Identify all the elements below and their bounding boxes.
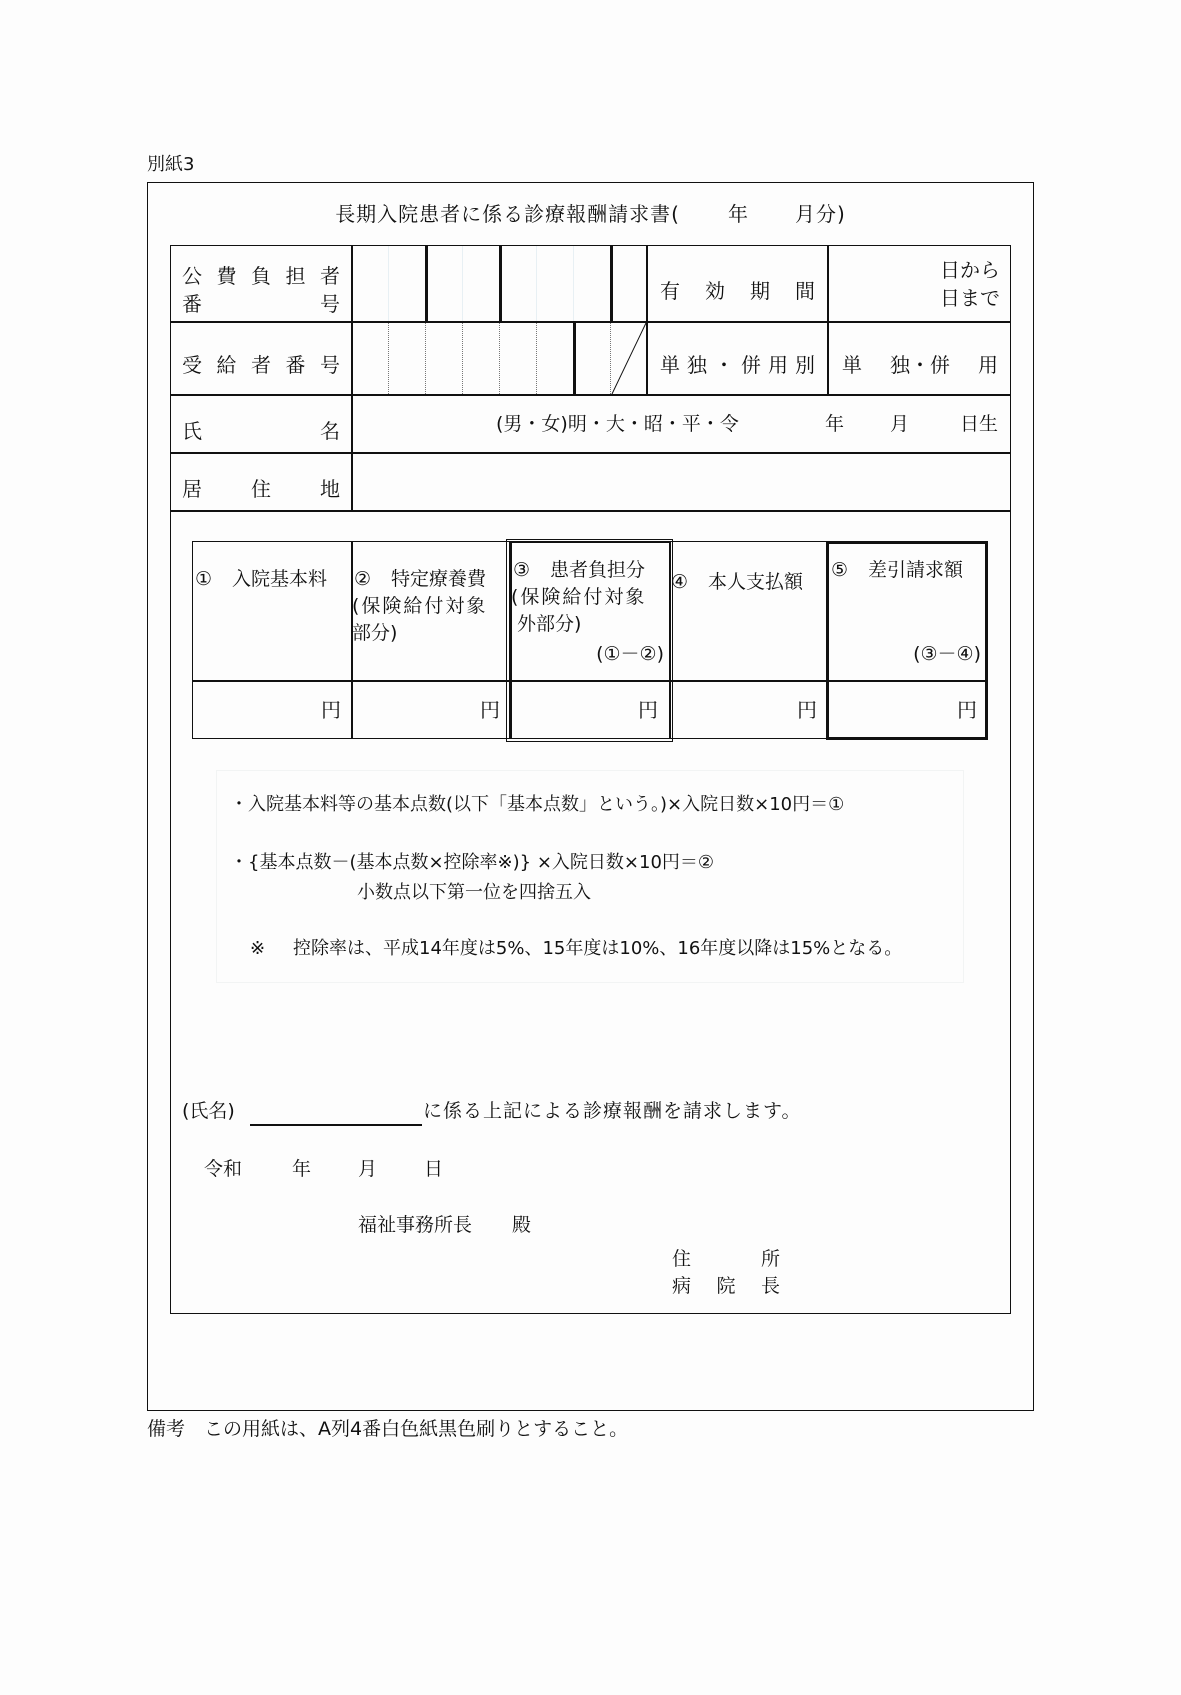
public-payer-label-line1: 公 費 負 担 者 [182,264,340,288]
amount-input-2[interactable] [351,680,510,739]
amount-input-3[interactable] [510,680,668,739]
amount-input-5[interactable] [827,680,987,739]
validity-from-text: 日から [940,258,1000,282]
single-combined-choice[interactable]: 単 独・併 用 [842,353,998,377]
hospital-director-label: 病 院 長 [672,1275,780,1297]
diagonal-slash [610,323,647,394]
hospital-address-label: 住 所 [672,1248,780,1270]
address-input[interactable] [353,454,1010,510]
birth-year-unit: 年 [825,413,845,435]
footnote-mark: ※ [250,938,266,959]
date-era: 令和 [204,1158,243,1180]
amount-header-2: ② 特定療養費 (保険給付対象 部分) [352,568,488,644]
recipient-number-label: 受 給 者 番 号 [182,353,340,377]
title-month-unit: 月分) [795,202,846,226]
name-label: 氏 名 [182,419,340,443]
validity-period-label: 有 効 期 間 [660,279,815,303]
title-main: 長期入院患者に係る診療報酬請求書( [335,202,680,226]
public-payer-number-input[interactable] [352,246,646,321]
row-divider [170,510,1011,512]
name-input[interactable] [353,396,1010,452]
yen-unit: 円 [321,698,341,722]
amount-header-3: ③ 患者負担分 (保険給付対象 外部分) (①－②) [511,559,664,665]
birth-month-unit: 月 [890,413,910,435]
address-label: 居 住 地 [182,477,340,501]
yen-unit: 円 [638,698,658,722]
amount-header-5: ⑤ 差引請求額 (③－④) [831,559,981,665]
yen-unit: 円 [797,698,817,722]
date-month-unit: 月 [358,1158,378,1180]
validity-to-text: 日まで [940,286,1000,310]
single-combined-label: 単 独 ・ 併 用 別 [660,353,815,377]
yen-unit: 円 [957,698,977,722]
appendix-label: 別紙3 [147,154,195,175]
title-year-unit: 年 [728,202,749,226]
gender-era-options[interactable]: (男・女)明・大・昭・平・令 [496,413,739,435]
birth-day-unit: 日生 [959,413,998,435]
date-year-unit: 年 [292,1158,312,1180]
request-sentence: に係る上記による診療報酬を請求します。 [423,1100,802,1122]
date-day-unit: 日 [424,1158,444,1180]
formula-line-1: ・入院基本料等の基本点数(以下「基本点数」という。)×入院日数×10円＝① [230,794,845,815]
amount-input-4[interactable] [668,680,827,739]
form-title [0,204,1181,224]
addressee: 福祉事務所長 [358,1214,473,1236]
yen-unit: 円 [480,698,500,722]
rounding-note: 小数点以下第一位を四捨五入 [357,882,591,903]
deduction-rate-footnote: 控除率は、平成14年度は5%、15年度は10%、16年度以降は15%となる。 [293,938,903,959]
validity-period-input[interactable] [829,246,1010,321]
formula-line-2: ・{基本点数－(基本点数×控除率※)} ×入院日数×10円＝② [230,852,715,873]
patient-name-field[interactable] [250,1124,422,1126]
amount-header-4: ④ 本人支払額 [671,571,804,593]
remarks-note: 備考 この用紙は、A列4番白色紙黒色刷りとすること。 [147,1418,629,1440]
name-prefix: (氏名) [182,1100,235,1122]
recipient-number-input[interactable] [352,323,646,394]
honorific: 殿 [512,1214,532,1236]
amount-header-1: ① 入院基本料 [195,568,328,590]
amount-input-1[interactable] [192,680,351,739]
public-payer-label-line2: 番 号 [182,292,340,316]
